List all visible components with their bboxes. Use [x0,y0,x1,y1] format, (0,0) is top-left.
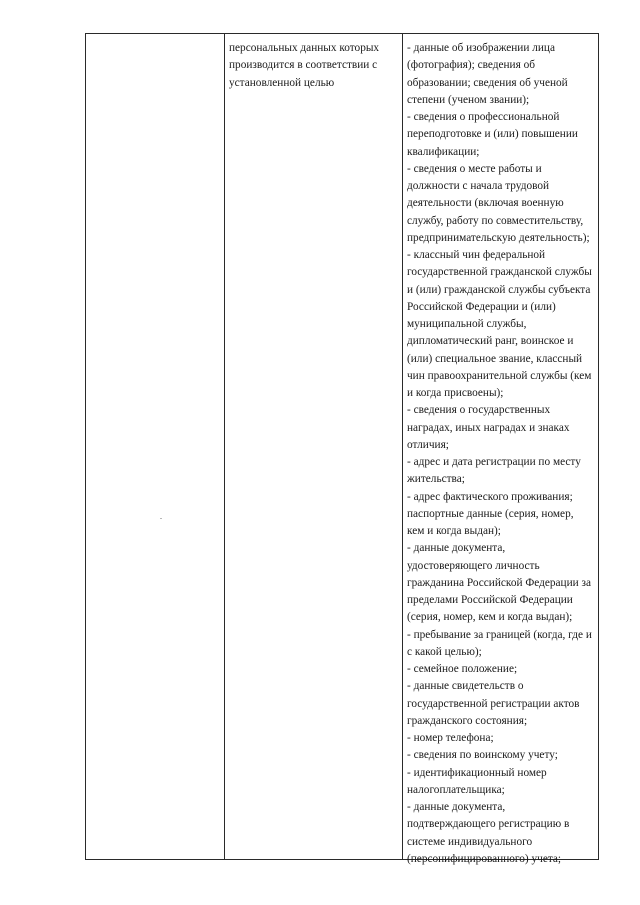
text-line: - данные свидетельств о [407,680,524,693]
text-line: гражданского состояния; [407,714,528,727]
text-line: деятельности (включая военную [407,197,564,210]
text-line: службу, работу по совместительству, [407,214,584,227]
text-line: (фотография); сведения об [407,59,536,72]
text-line: - сведения о государственных [407,404,551,417]
text-line: и когда присвоены); [407,387,504,399]
text-line: - адрес и дата регистрации по месту [407,456,581,468]
text-line: муниципальной службы, [407,318,527,330]
text-line: - данные документа, [407,801,506,813]
text-line: государственной гражданской службы [407,266,592,279]
text-line: (или) специальное звание, классный [407,352,583,365]
text-line: - адрес фактического проживания; [407,490,573,503]
text-line: должности с начала трудовой [407,180,550,192]
column-divider-1 [224,33,225,860]
text-line: Российской Федерации и (или) [407,300,556,313]
text-line: предпринимательскую деятельность); [407,231,590,244]
text-line: и (или) гражданской службы субъекта [407,283,591,296]
text-line: персональных данных которых [229,42,380,54]
text-line: отличия; [407,438,449,451]
text-line: кем и когда выдан); [407,525,501,537]
text-line: чин правоохранительной службы (кем [407,369,592,382]
text-line: - идентификационный номер [407,766,547,779]
text-line: (персонифицированного) учета; [407,852,562,865]
text-line: наградах, иных наградах и знаках [407,421,570,434]
text-line: - сведения по воинскому учету; [407,749,558,762]
text-line: - семейное положение; [407,663,518,675]
text-line: подтверждающего регистрацию в [407,818,570,831]
text-line: - классный чин федеральной [407,249,546,261]
text-line: (серия, номер, кем и когда выдан); [407,611,573,624]
scan-speck [160,518,162,519]
text-line: - номер телефона; [407,732,494,744]
text-line: жительства; [407,473,465,486]
text-line: степени (ученом звании); [407,93,530,106]
text-line: системе индивидуального [407,835,533,848]
text-line: установленной целью [229,76,335,89]
table-cell-purpose [229,40,399,92]
text-line: паспортные данные (серия, номер, [407,507,574,520]
text-line: - сведения о профессиональной [407,111,560,123]
text-line: с какой целью); [407,645,482,658]
text-line: налогоплательщика; [407,783,505,796]
text-line: квалификации; [407,145,480,158]
text-line: - данные документа, [407,542,506,555]
text-line: образовании; сведения об ученой [407,76,568,89]
text-line: производится в соответствии с [229,59,378,72]
text-line: дипломатический ранг, воинское и [407,335,574,348]
text-line: государственной регистрации актов [407,697,580,710]
table-cell-data-list [407,40,597,868]
text-line: удостоверяющего личность [407,559,540,572]
text-line: переподготовке и (или) повышении [407,128,578,141]
text-line: пределами Российской Федерации [407,594,573,606]
text-line: - сведения о месте работы и [407,162,542,175]
text-line: гражданина Российской Федерации за [407,576,591,589]
text-line: - пребывание за границей (когда, где и [407,628,592,641]
text-line: - данные об изображении лица [407,42,555,54]
column-divider-2 [402,33,403,860]
